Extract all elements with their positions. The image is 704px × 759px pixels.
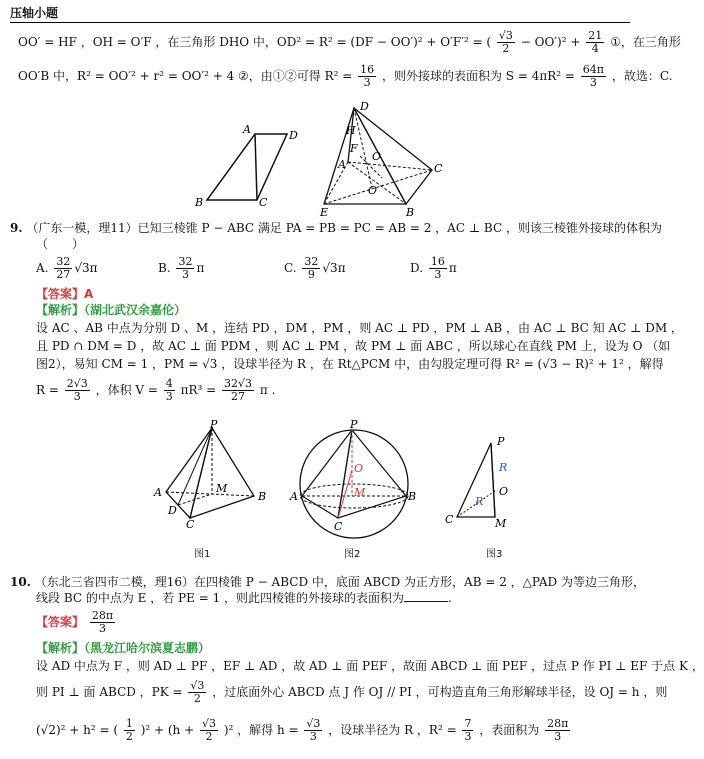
p1-l1a: OO′ = HF ，OH = O′F ，在三角形 DHO 中，OD² = R² = (DF − OO′)² + O′F′² = ( [18,35,492,49]
q9-number: 9. [10,221,23,235]
fig1-caption: 图1 [194,549,211,560]
q9-sol-1: 设 AC 、AB 中点为分别 D 、M ，连结 PD ，DM ，PM ，则 AC ⊥ PD ，PM ⊥ AB ，由 AC ⊥ BC 知 AC ⊥ DM ， [36,321,683,335]
q10-sol-2: 则 PI ⊥ 面 ABCD ，PK = $\frac{√3}{2}$ ，过底面外心 ABCD 点 J 作 OJ // PI ，可构造直角三角形解球半径，设 OJ = h ，则 [36,679,668,705]
p1-l1c: ①，在三角形 [610,35,681,49]
label-F: F [350,142,358,155]
q9-option-c[interactable]: C. $\frac{32}{9}$ √3π [284,255,346,281]
label-O2: O [368,184,378,197]
label-D2: D [360,100,369,113]
q10-sol-1: 设 AD 中点为 F ，则 AD ⊥ PF ，EF ⊥ AD ，故 AD ⊥ 面 PEF ，故面 ABCD ⊥ 面 PEF ，过点 P 作 PI ⊥ EF 于点 K ， [36,659,704,673]
fig1-D: D [168,504,177,517]
q10-stem [10,574,645,590]
p1-l2c: ，故选：C. [611,69,673,83]
fig2-B: B [408,490,417,503]
q9-option-b[interactable]: B. $\frac{32}{3}$ π [158,255,205,281]
figure-1-tetrahedron [150,420,280,530]
q10-answer: 【答案】 $\frac{28\pi}{3}$ [36,609,114,635]
fig1-M: M [216,482,228,495]
fig2-A: A [290,490,298,503]
page-header: 压轴小题 [10,6,59,20]
fig2-P: P [350,418,358,431]
fig3-M: M [495,517,507,530]
label-C2: C [434,162,443,175]
q9-sol-4: R = $\frac{2√3}{3}$ ，体积 V = $\frac{4}{3}$ πR³ = $\frac{32√3}{27}$ π . [36,377,276,403]
figure-parallelogram [195,118,305,218]
label-B: B [195,196,204,209]
fig3-C: C [445,513,454,526]
fig1-A: A [154,486,162,499]
fig3-P: P [497,435,505,448]
q9-sol-2: 且 PD ∩ DM = D ，故 AC ⊥ 面 PDM ，则 AC ⊥ PM ，故 PM ⊥ 面 ABC ，所以球心在直线 PM 上，设为 O （如 [36,339,671,353]
fig2-M: M [354,486,366,499]
q10-text: （东北三省四市二模，理16）在四棱锥 P − ABCD 中，底面 ABCD 为正方形，AB = 2 ，△PAD 为等边三角形， [34,575,645,589]
q10-stem-2: 线段 BC 的中点为 E ，若 PE = 1 ，则此四棱锥的外接球的表面积为 . [36,591,452,605]
q9-sol-3: 图2），易知 CM = 1 ，PM = √3 ，设球半径为 R ，在 Rt△PCM 中，由勾股定理可得 R² = (√3 − R)² + 1² ，解得 [36,357,664,371]
fig2-O: O [354,462,364,475]
p1-line1 [18,29,681,55]
fig3-R1: R [499,461,508,474]
label-C: C [259,196,268,209]
fig2-C: C [334,520,343,533]
frac-21-4: $\frac{21}{4}$ [588,29,603,55]
label-H: H [346,124,356,137]
label-E: E [320,206,329,219]
fig3-O: O [499,485,509,498]
label-A2: A [338,158,346,171]
p1-l2a: OO′B 中，R² = OO′² + r² = OO′² + 4 ②，由①②可得 R² = [18,69,353,83]
frac-16-3: $\frac{16}{3}$ [360,63,375,89]
fig1-C: C [186,518,195,531]
q9-paren: （ ） [36,237,85,251]
q9-answer: 【答案】A [36,287,94,301]
figure-3-right-triangle [445,435,525,530]
fig3-R2: R [475,495,484,508]
fig1-P: P [210,418,218,431]
figure-pyramid [320,100,455,220]
q9-analysis-head: 【解析】（湖北武汉余嘉伦） [36,303,187,317]
fig2-caption: 图2 [344,549,361,560]
q10-analysis-head: 【解析】（黑龙江哈尔滨夏志鹏） [36,641,211,655]
frac-sqrt3-2: $\frac{√3}{2}$ [498,29,513,55]
label-D: D [289,129,298,142]
p1-line2 [18,63,673,89]
label-B2: B [406,206,415,219]
p1-l2b: ，则外接球的表面积为 S = 4πR² = [381,69,575,83]
q9-option-d[interactable]: D. $\frac{16}{3}$ π [410,255,457,281]
fig3-caption: 图3 [486,549,503,560]
q9-option-a[interactable]: A. $\frac{32}{27}$ √3π [36,255,98,281]
fig1-B: B [258,490,267,503]
q10-number: 10. [10,575,31,589]
header-rule [10,22,630,23]
q9-stem [10,220,662,236]
answer-blank[interactable] [404,601,448,602]
q10-sol-3: (√2)² + h² = ( $\frac{1}{2}$ )² + (h + $\frac{√3}{2}$ )² ，解得 h = $\frac{√3}{3}$ ，设球半径为 R ，R² = $\frac{7}{3}$ ，表面积为 $\frac{28\pi}{3}$ [36,717,569,743]
label-A: A [243,123,251,136]
frac-64pi-3: $\frac{64\pi}{3}$ [582,63,605,89]
q9-text: （广东一模，理11）已知三棱锥 P − ABC 满足 PA = PB = PC = AB = 2 ，AC ⊥ BC ，则该三棱锥外接球的体积为 [26,221,662,235]
label-O: O [372,150,382,163]
figure-2-sphere [290,420,420,540]
p1-l1b: − OO′)² + [520,35,581,49]
